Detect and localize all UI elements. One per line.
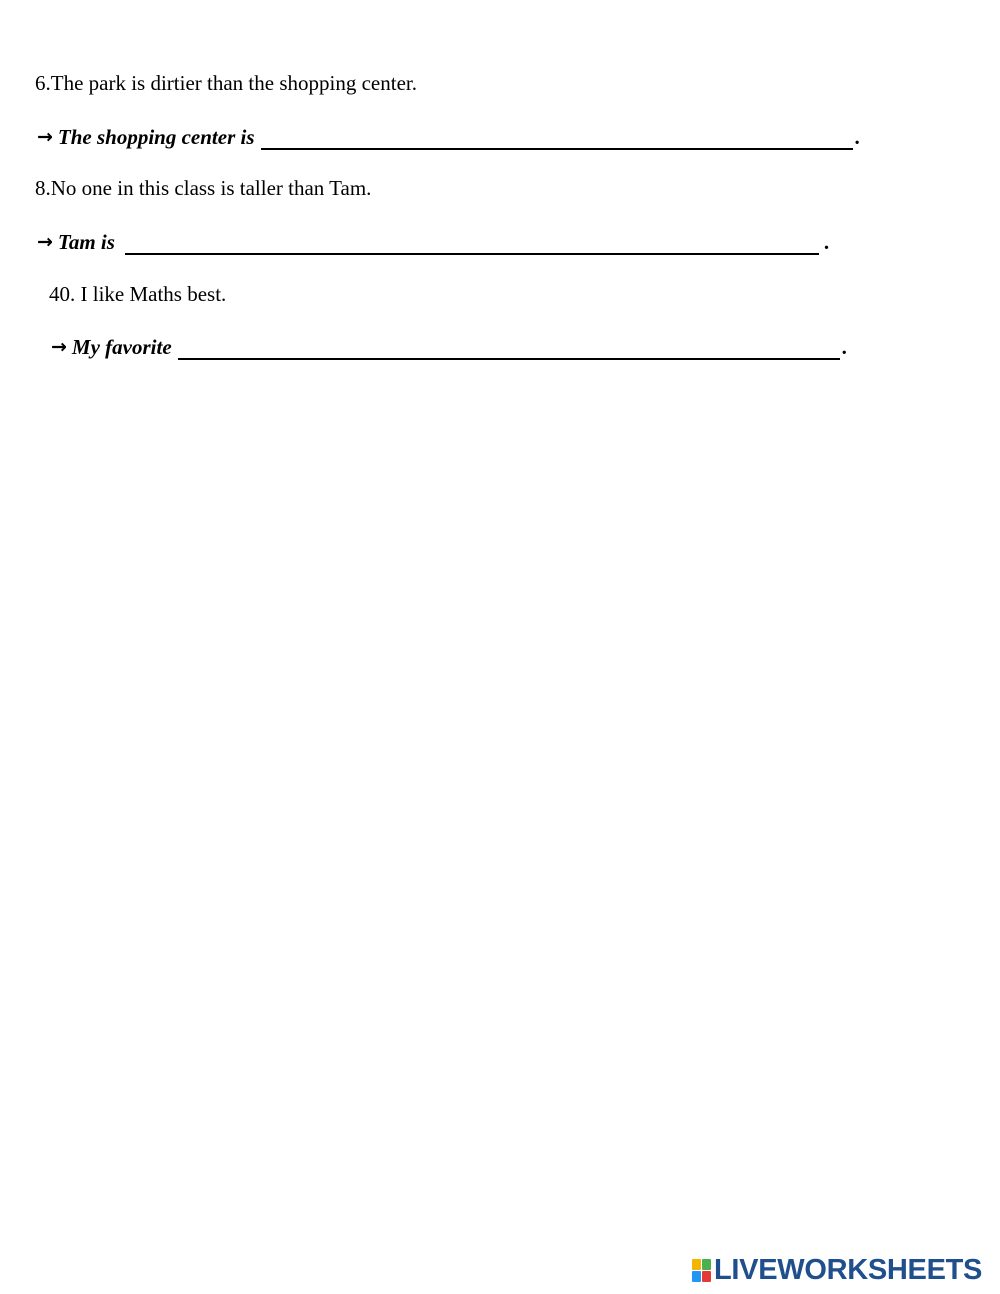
question-40-prompt: 40. I like Maths best. — [49, 282, 227, 306]
logo-mark-icon — [692, 1259, 711, 1282]
question-40-answer-end: . — [841, 335, 847, 359]
arrow-right-icon: → — [37, 231, 53, 253]
question-8-answer-line — [37, 229, 829, 255]
question-6-answer-start: The shopping center is — [57, 125, 255, 149]
arrow-right-icon: → — [51, 336, 67, 358]
arrow-right-icon: → — [37, 126, 53, 148]
question-8-answer-blank[interactable] — [125, 233, 819, 255]
question-8-answer-end: . — [823, 230, 830, 254]
question-6-answer-line — [37, 124, 860, 150]
question-6-answer-end: . — [854, 125, 860, 149]
question-40-answer-blank[interactable] — [178, 338, 840, 360]
question-8-prompt: 8.No one in this class is taller than Tam. — [35, 176, 372, 200]
question-8-answer-start: Tam is — [57, 230, 115, 254]
liveworksheets-logo — [692, 1256, 982, 1284]
question-40-answer-start: My favorite — [71, 335, 172, 359]
logo-text: LIVEWORKSHEETS — [714, 1254, 983, 1286]
question-40-answer-line — [51, 334, 847, 360]
question-6-answer-blank[interactable] — [261, 128, 853, 150]
question-6-prompt: 6.The park is dirtier than the shopping center. — [35, 71, 417, 95]
